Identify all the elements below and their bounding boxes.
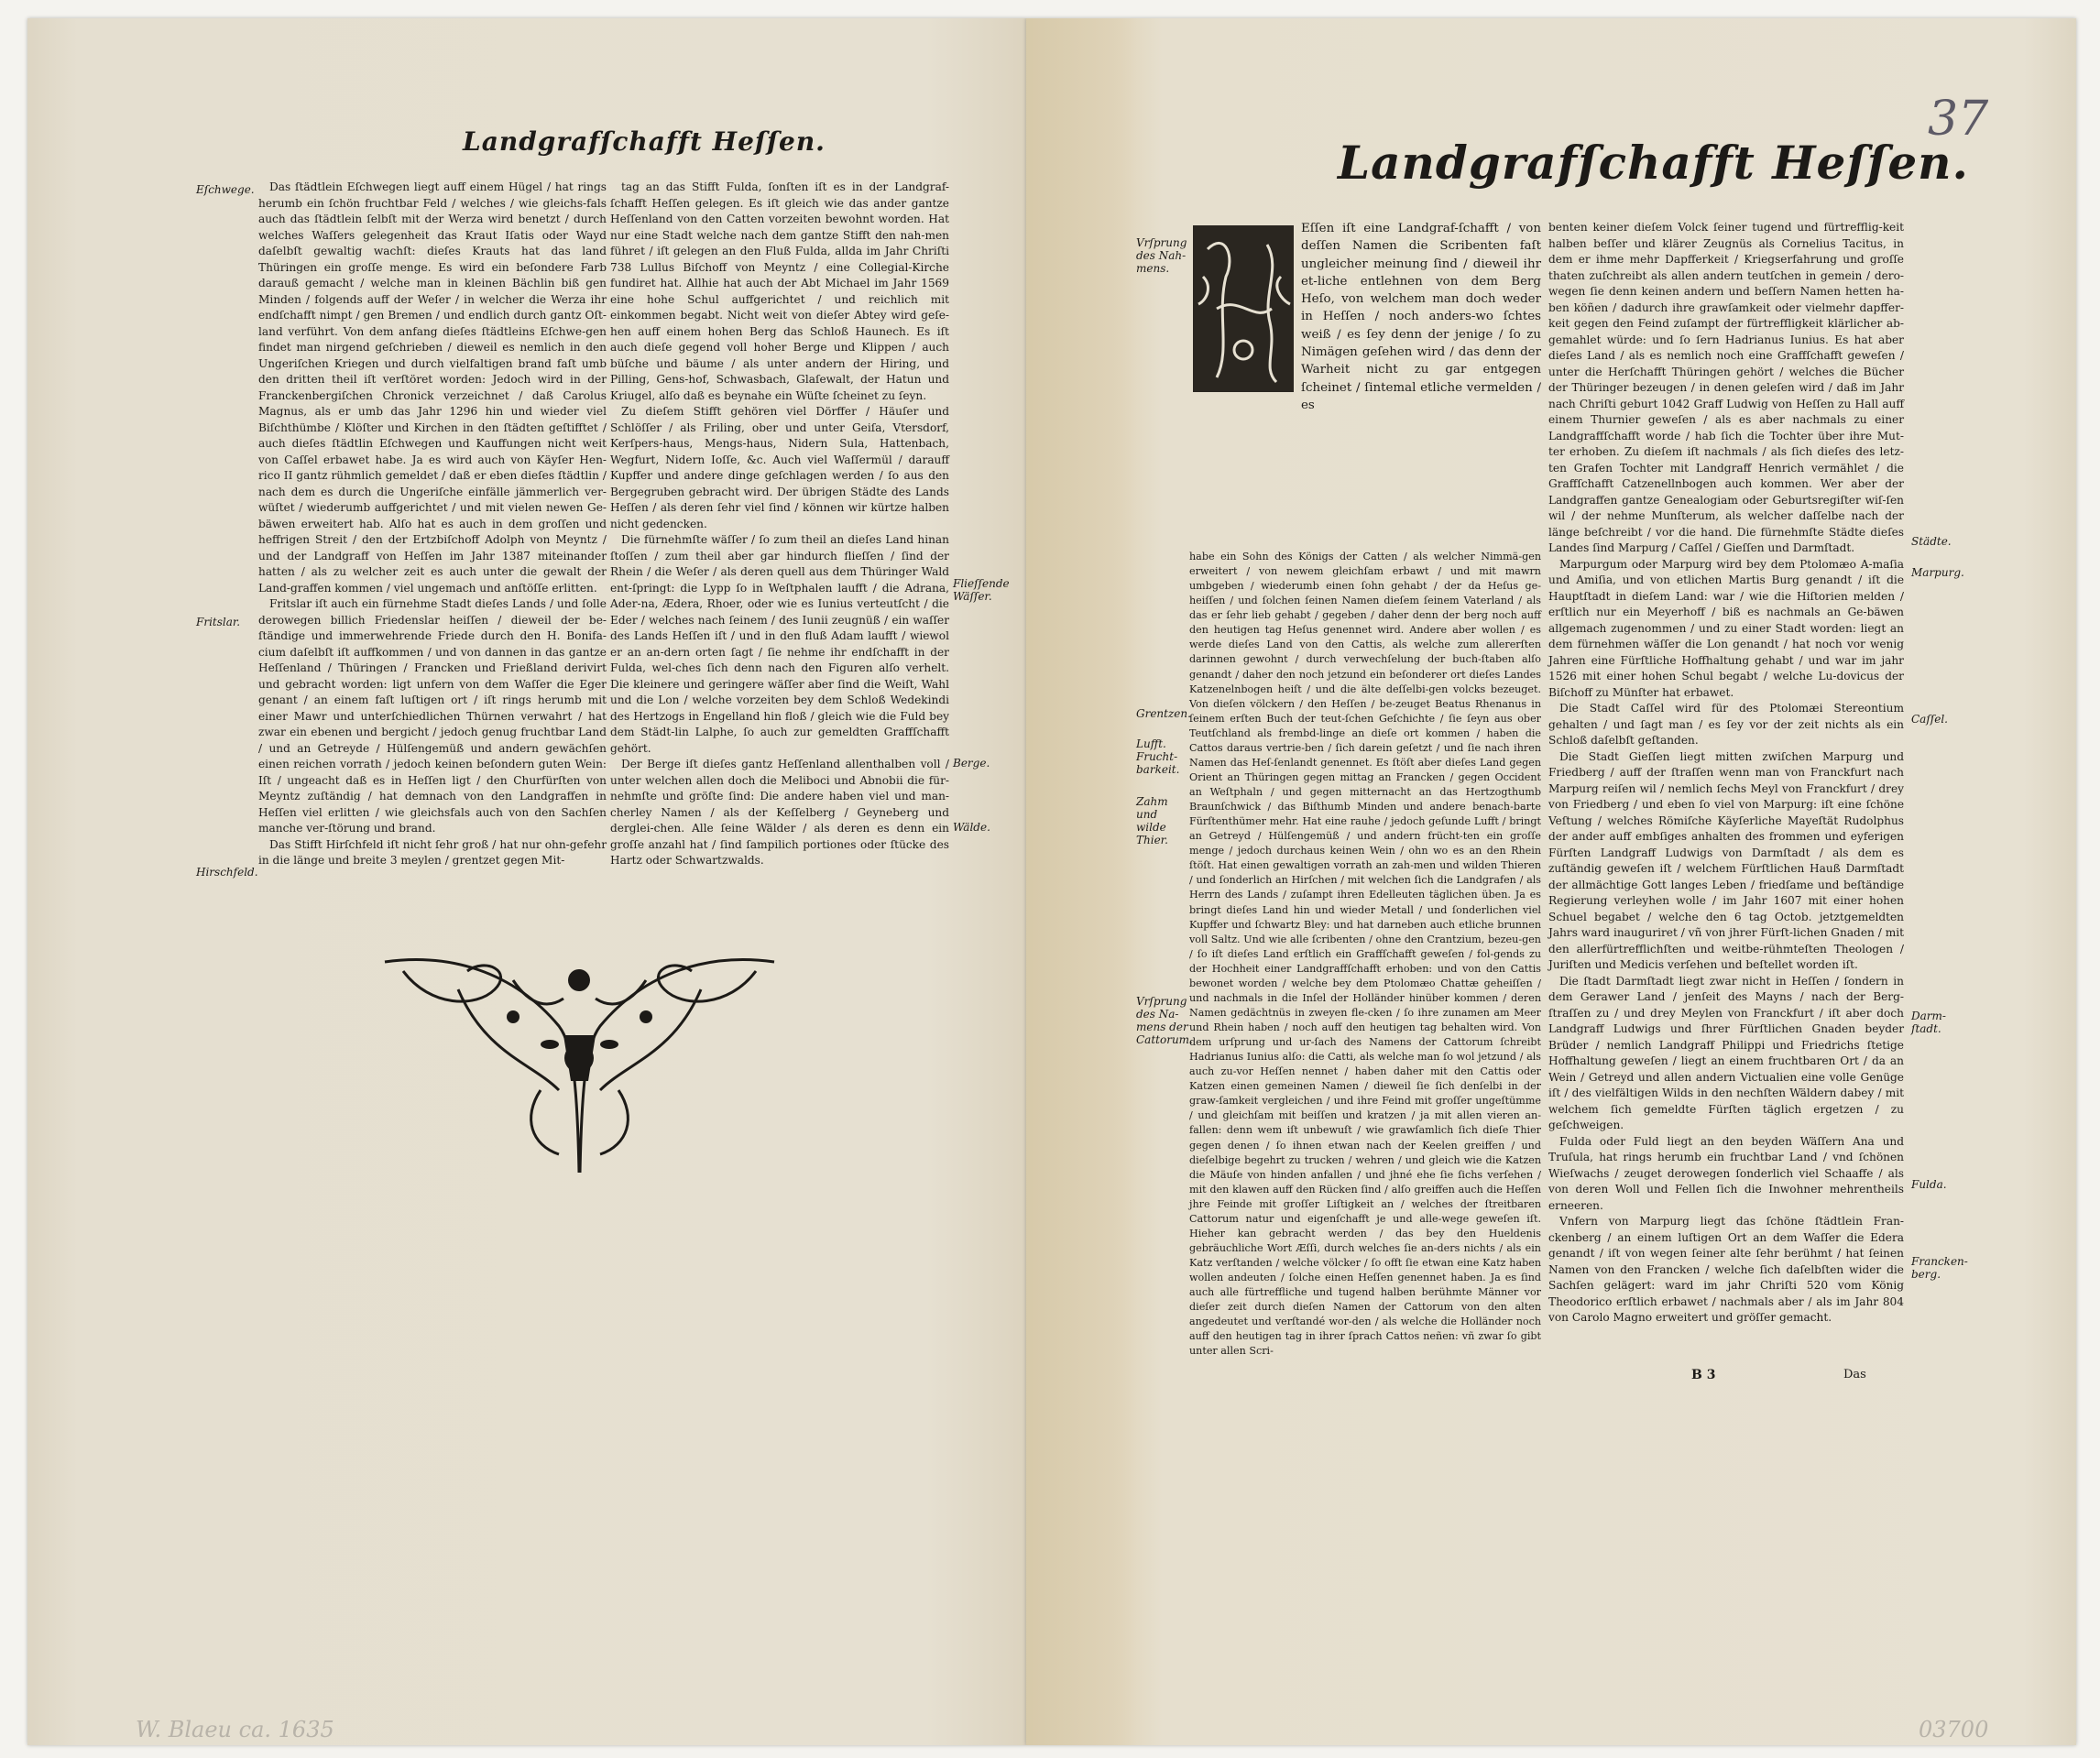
margin-note-fritslar: Fritslar. — [196, 616, 241, 628]
margin-note-berge: Berge. — [953, 757, 990, 770]
paragraph: Der Berge iſt dieſes gantz Heſſenland allenthalben voll / unter welchen allen doch die Meliboci und Abnobii die für-nehmſte und gröſte ſind: Die andere haben viel und man-cherley Namen / als der Keſſelberg / Geyneberg und derglei-chen. Alle ſeine Wälder / als deren es denn ein groſſe anzahl hat / ſind ſampilich portiones oder ſtücke des Hartz oder Schwartzwalds. — [610, 758, 949, 867]
margin-note-grentzen: Grentzen. — [1136, 707, 1191, 720]
left-column-2 — [610, 180, 949, 869]
paragraph: Eſſen iſt eine Landgraf-ſchafft / von deſſen Namen die Scribenten faſt ungleicher meinung ſind / dieweil ihr et-liche entlehnen von dem Berg Heſo, von welchem man doch weder in Heſſen / noch anders-wo ſchtes weiß / es ſey denn der jenige / ſo zu Nimägen geſehen wird / das denn der Warheit nicht zu gar entgegen ſcheinet / ſintemal etliche vermelden / es — [1301, 222, 1541, 412]
paragraph: Vnfern von Marpurg liegt das ſchöne ſtädtlein Fran-ckenberg / an einem luſtigen Ort an dem Waſſer die Edera genandt / iſt von wegen ſeiner alte ſehr berühmt / hat ſeinen Namen von den Francken / welche ſich daſelbſten wider die Sachſen gelägert: ward im jahr Chriſti 520 vom König Theodorico erſtlich erbawet / nachmals aber / als im Jahr 804 von Carolo Magno erweitert und gröſſer gemacht. — [1548, 1215, 1904, 1324]
margin-note-ursprung-cattorum: Vrſprung des Na-mens der Cattorum. — [1136, 995, 1193, 1046]
margin-note-lufft: Lufft. Frucht-barkeit. — [1136, 737, 1180, 776]
paragraph: Das Stifft Hirſchfeld iſt nicht ſehr groß / hat nur ohn-gefehr in die länge und breite 3 meylen / grentzet gegen Mit- — [258, 837, 607, 867]
paragraph: Fulda oder Fuld liegt an den beyden Wäſſern Ana und Truſula, hat rings herumb ein fruchtbar Land / vnd ſchönen Wieſwachs / zeuget derowegen ſonderlich viel Schaaffe / als von deren Woll und Fellen ſich die Inwohner mehrentheils erneeren. — [1548, 1134, 1904, 1212]
paragraph: habe ein Sohn des Königs der Catten / als welcher Nimmä-gen erweitert / von newem gleichſam erbawt / und mit mawrn umbgeben / wiederumb einen ſohn gehabt / der da Heſus ge-heiſſen / und ſolchen ſeinen Namen dieſem ſeinem Vaterland / als das er ſehr lieb gehabt / gegeben / daher denn der berg noch auff den heutigen tag Heſus genennet wird. Andere aber wollen / es werde dieſes Land von den Cattis, als welche zum allererſten darinnen gewohnt / durch verwechſelung der buch-ſtaben alſo genandt / daher den noch jetzund ein beſonderer ort dieſes Landes Katzenelnbogen heiſt / und die älte deſſelbi-gen volcks bezeuget. Von dieſen völckern / den Heſſen / be-zeuget Beatus Rhenanus in ſeinem erſten Buch der teut-ſchen Geſchichte / ſie ſeyn aus ober Teutſchland als frembd-linge an dieſe ort kommen / haben die Cattos daraus vertrie-ben / ſich darein geſetzt / und ſie nach ihren Namen das Heſ-ſenlandt genennet. Es ſtöſt aber dieſes Land gegen Orient an Thüringen gegen mittag an Francken / gegen Occident an Weſtphaln / und gegen mitternacht an das Hertzogthumb Braunſchwick / das Biſthumb Minden und andere benach-barte Fürſtenthümer mehr. Hat eine rauhe / jedoch geſunde Lufft / bringt an Getreyd / Hülſengemüß / und andern frücht-ten ein groſſe menge / jedoch durchaus keinen Wein / ohn wo es an den Rhein ſtöſt. Hat einen gewaltigen vorrath an zah-men und wilden Thieren / und ſonderlich an Hirſchen / mit welchen ſich die Landgrafen / als Herrn des Lands / zuſampt ihren Edelleuten täglichen üben. Ja es bringt dieſes Land hin und wieder Metall / und ſonderlichen viel Kupffer und ſchwartz Bley: und hat darneben auch etliche brunnen voll Saltz. Und wie alle ſcribenten / ohne den Crantzium, bezeu-gen / ſo iſt dieſes Land erſtlich ein Graffſchafft geweſen / fol-gends zu der Hochheit einer Landgraffſchafft erhoben: und von den Cattis bewonet worden / welche bey dem Ptolomæo Chattæ geheiſſen / und nachmals in die Inſel der Holländer hinüber kommen / deren Namen gedächtnüs in zweyen fle-cken / ſo ihre zunamen am Meer und Rhein haben / noch auff den heutigen tag behalten wird. Von dem urſprung und ur-ſach des Namens der Cattorum ſchreibt Hadrianus Iunius alſo: die Catti, als welche man ſo wol jetzund / als auch zu-vor Heſſen nennet / haben daher mit den Cattis oder Katzen einen gemeinen Namen / dieweil ſie ſich denſelbi in der graw-ſamkeit vergleichen / und ihre Feind mit groſſer ungeſtümme / und gleichſam mit beiſſen und kratzen / ja mit allen vieren an-fallen: denn wem iſt unbewuſt / wie grawſamlich ſich dieſe Thier gegen denen / ſo ihnen etwan nach der Keelen greiffen / und dieſelbige begehrt zu trucken / wehren / und gleich wie die Katzen die Mäuſe von hinden anfallen / und jhné ehe ſie ſichs verſehen / mit den klawen auff den Rücken ſind / alſo greiffen auch die Heſſen jhre Feinde mit groſſer Liſtigkeit an / welches der ſtreitbaren Cattorum natur und eigenſchafft je und alle-wege geweſen iſt. Hieher kan gebracht werden / das bey den Hueldenis gebräuchliche Wort Æſſi, durch welches ſie an-ders nichts / als ein Katz verſtanden / welche völcker / ſo offt ſie etwan eine Katz haben wollen andeuten / ſolche einen Heſſen genennet haben. Ja es ſind auch alle fürtreffliche und tugend halben berühmte Männer vor dieſer zeit durch dieſen Namen der Cattorum von den alten angedeutet und verſtandé wor-den / als welche die Holländer noch auff den heutigen tag in ihrer ſprach Cattos neñen: vñ zwar ſo gibt unter allen Scri- — [1189, 551, 1541, 1358]
margin-note-franckenberg: Francken-berg. — [1911, 1255, 1968, 1281]
fold-strip — [1026, 18, 1136, 1745]
right-column-2 — [1548, 220, 1904, 1327]
margin-note-fliessende: Flieſſende Wäſſer. — [953, 577, 1010, 603]
pencil-note-left: W. Blaeu ca. 1635 — [136, 1717, 334, 1742]
left-page-title: Landgrafſchafft Heſſen. — [463, 126, 826, 157]
paragraph: Fritslar iſt auch ein fürnehme Stadt dieſes Lands / und ſolle derowegen billich Friedenslar heiſſen / dieweil der be-ſtändige und immerwehrende Friede durch den H. Bonifa-cium daſelbſt iſt auffkommen / und von dannen in das gantze Heſſenland / Thüringen / Francken und Frießland derivirt und gebracht worden: ligt unfern von dem Waſſer die Eger genant / an einem faſt luſtigen ort / iſt rings herumb mit einer Mawr und unterſchiedlichen Thürnen verwahrt / hat zwar ein ebenen und bergicht / jedoch genug fruchtbar Land / und an Getreyde / Hülſengemüß und andern gewächſen einen reichen vorrath / jedoch keinen beſondern guten Wein: Iſt / ungeacht daß es in Heſſen ligt / den Churfürſten von Meyntz zuſtändig / hat demnach von den Landgraffen in Heſſen viel erlitten / wie gleichsfals auch von den Sachſen manche ver-ſtörung und brand. — [258, 597, 607, 835]
paragraph: Das ſtädtlein Eſchwegen liegt auff einem Hügel / hat rings herumb ein ſchön fruchtbar Feld / welches / wie gleichs-fals auch das ſtädtlein ſelbſt mit der Werza wird benetzt / durch welches Waſſers gelegenheit das Kraut Iſatis oder Wayd daſelbſt gewaltig wachſt: dieſes Krauts hat das land Thüringen ein groſſe menge. Es wird ein beſondere Farb darauß gemacht / welche man in kleinen Bächlin biß gen Minden / folgends auff der Weſer / in welcher die Werza ihr endſchafft nimpt / gen Bremen / und endlich durch gantz Oſt-land verführt. Von dem anfang dieſes ſtädtleins Eſchwe-gen findet man nirgend geſchrieben / dieweil es nemlich in den Ungeriſchen Kriegen und durch vielfaltigen brand faſt umb den dritten theil iſt verſtöret worden: Jedoch wird in der Franckenbergiſchen Chronick verzeichnet / daß Carolus Magnus, als er umb das Jahr 1296 hin und wieder viel Biſchthümbe / Klöſter und Kirchen in den ſtädten geſtifftet / auch dieſes ſtädtlin Eſchwegen und Kauffungen nicht weit von Caſſel erbawet habe. Ja es wird auch von Käyſer Hen-rico II gantz rühmlich gemeldet / daß er eben dieſes ſtädtlin / nach dem es durch die Ungeriſche einfälle jämmerlich ver-wüſtet / wiederumb auffgerichtet / und mit vielen newen Ge-bäwen erweitert hab. Alſo hat es auch in dem groſſen und heffrigen Streit / den der Ertzbiſchoff Adolph von Meyntz / und der Landgraff von Heſſen im Jahr 1387 miteinander hatten / als zu welcher zeit es auch unter die gewalt der Land-graffen kommen / viel ungemach und anſtöſſe erlitten. — [258, 180, 607, 595]
right-column-1 — [1189, 550, 1541, 1359]
paragraph: Marpurgum oder Marpurg wird bey dem Ptolomæo A-maſia und Amiſia, und von etlichen Martis Burg genandt / iſt die Hauptſtadt in dieſem Land: war / wie die Hiſtorien melden / erſtlich nur ein Meyerhoff / biß es nachmals an Ge-bäwen allgemach zugenommen / und zu einer Stadt worden: liegt an dem fürnehmen wäſſer die Lon genandt / hat noch vor wenig Jahren eine Fürſtliche Hoffhaltung gehabt / und war im jahr 1526 mit einer hohen Schul begabt / welche Lu-dovicus der Biſchoff zu Münſter hat erbawet. — [1548, 557, 1904, 699]
margin-note-eschwege: Eſchwege. — [196, 183, 255, 196]
margin-note-walde: Wälde. — [953, 821, 990, 834]
paragraph: Die fürnehmſte wäſſer / ſo zum theil an dieſes Land hinan ſtoſſen / zum theil aber gar hindurch flieſſen / ſind der Rhein / die Weſer / als deren quell aus dem Thüringer Wald ent-ſpringt: die Lypp ſo in Weſtphalen laufft / die Adrana, Ader-na, Ædera, Rhoer, oder wie es Iunius verteutſcht / die Eder / welches nach ſeinem / des Iunii zeugnüß / ein waſſer des Lands Heſſen iſt / und in den fluß Adam laufft / wiewol er an an-dern orten ſagt / ſie nehme ihr endſchafft in der Fulda, wel-ches ſich denn nach den Figuren alſo verhelt. Die kleinere und geringere wäſſer aber ſind die Weiſt, Wahl und die Lon / welche vorzeiten bey dem Schloß Wedekindi des Hertzogs in Engelland hin floß / gleich wie die Fuld bey dem Städt-lin Lalphe, ſo auch zur gemeldten Graffſchafft gehört. — [610, 533, 949, 755]
left-column-1 — [258, 180, 607, 869]
margin-note-fulda: Fulda. — [1911, 1178, 1947, 1191]
margin-note-cassel: Caſſel. — [1911, 713, 1948, 726]
paragraph: Die Stadt Gieſſen liegt mitten zwiſchen Marpurg und Friedberg / auff der ſtraſſen wenn man von Franckfurt nach Marpurg reiſen wil / nemlich ſechs Meyl von Franckfurt / drey von Friedberg / und eben ſo viel von Marpurg: iſt eine ſchöne Veſtung / welches Römiſche Käyſerliche Mayeſtät Rudolphus der ander auff embſiges anhalten des frommen und eyferigen Fürſten Landgraff Ludwigs von Darmſtadt / als dem es zuſtändig geweſen iſt / welchem Fürſtlichen Hauß Darmſtadt der allmächtige Gott langes Leben / friedſame und beſtändige Regierung verleyhen wolle / im Jahr 1607 mit einer hohen Schuel begabet / welche den 6 tag Octob. jetztgemeldten Jahrs ward inauguriret / vñ von jhrer Fürſt-lichen Gnaden / mit den allerfürtrefflichſten und weitbe-rühmteſten Theologen / Juriſten und Medicis verſehen und beſtellet worden iſt. — [1548, 749, 1904, 971]
margin-note-zahm: Zahm und wilde Thier. — [1136, 795, 1168, 846]
paragraph: Die Stadt Caſſel wird für des Ptolomæi Stereontium gehalten / und ſagt man / es ſey vor der zeit nichts als ein Schloß daſelbſt geſtanden. — [1548, 702, 1904, 747]
catchword: Das — [1843, 1368, 1866, 1381]
paragraph: Zu dieſem Stifft gehören viel Dörffer / Häuſer und Schlöſſer / als Friling, ober und unter Geiſa, Vtersdorf, Kerſpers-haus, Mengs-haus, Nidern Sula, Hattenbach, Wegfurt, Nidern Ioſſe, &c. Auch viel Waſſermül / darauff Kupffer und andere dinge geſchlagen werden / ſo aus den Bergegruben gebracht wird. Der übrigen Städte des Lands Heſſen / als deren ſehr viel ſind / können wir kürtze halben nicht gedencken. — [610, 405, 949, 530]
page-number: 37 — [1928, 92, 1989, 147]
right-page-title: Landgrafſchafft Heſſen. — [1338, 136, 1969, 190]
signature-mark: B 3 — [1691, 1368, 1716, 1382]
margin-note-hirschfeld: Hirschfeld. — [196, 866, 258, 879]
margin-note-ursprung: Vrſprung des Nah-mens. — [1136, 236, 1187, 275]
margin-note-darmstadt: Darm-ſtadt. — [1911, 1010, 1946, 1035]
margin-note-marpurg: Marpurg. — [1911, 566, 1964, 579]
decorative-ornament-icon — [376, 953, 783, 1182]
drop-cap-h-icon — [1189, 222, 1297, 396]
paragraph: benten keiner dieſem Volck ſeiner tugend und fürtrefflig-keit halben beſſer und klärer Zeugnüs als Cornelius Tacitus, in dem er ihme mehr Dapfferkeit / Kriegserfahrung und groſſe thaten zuſchreibt als allen andern teutſchen in gemein / dero-wegen ſie denn keinen andern und beſſern Namen hetten ha-ben köñen / dadurch ihre grawſamkeit oder vielmehr dapffer-keit gegen den Feind zuſampt der fürtreffligkeit klärlicher ab-gemahlet würde: und ſo ſern Hadrianus Iunius. Es hat aber dieſes Land / als es nemlich noch eine Graffſchafft geweſen / unter die Herſchafft Thüringen gehört / welches die Bücher der Thüringer bezeugen / in denen geleſen wird / daß im Jahr nach Chriſti geburt 1042 Graff Ludwig von Heſſen zu Hall auff einem Thurnier geweſen / als es aber nachmals zu einer Landgraffſchafft worde / hab ſich die Tochter über ihre Mut-ter erhoben. Zu dieſem iſt nachmals / als ſich dieſes des letz-ten Grafen Tochter mit Landgraff Henrich vermählet / die Graffſchafft Catzenellnbogen auch kommen. Wer aber der Landgraffen gantze Genealogiam oder Geburtsregiſter wiſ-ſen wil / der nehme Munſterum, als welcher daſſelbe nach der länge beſchreibt / vor die hand. Die fürnehmſte Städte dieſes Landes ſind Marpurg / Caſſel / Gieſſen und Darmſtadt. — [1548, 221, 1904, 554]
paragraph: Die ſtadt Darmſtadt liegt zwar nicht in Heſſen / ſondern in dem Gerawer Land / jenſeit des Mayns / nach der Berg-ſtraſſen zu / und drey Meylen von Franckfurt / iſt aber doch Landgraff Ludwigs und ſhrer Fürſtlichen Gnaden beyder Brüder / nemlich Landgraff Philippi und Friedrichs ſtetige Hoffhaltung geweſen / liegt an einem fruchtbaren Ort / da an Wein / Getreyd und allen andern Victualien eine volle Genüge iſt / des vielfältigen Wilds in den nechſten Wäldern dabey / mit welchem ſich gemeldte Fürſten täglich ergetzen / zu geſchweigen. — [1548, 974, 1904, 1131]
pencil-note-right: 03700 — [1919, 1717, 1989, 1742]
paragraph: tag an das Stifft Fulda, ſonſten iſt es in der Landgraf-ſchafft Heſſen gelegen. Es iſt gleich wie das ander gantze Heſſenland von den Catten vorzeiten bewohnt worden. Hat nur eine Stadt welche nach dem gantze Stifft den nah-men führet / iſt gelegen an den Fluß Fulda, allda im Jahr Chriſti 738 Lullus Biſchoff von Meyntz / eine Collegial-Kirche fundiret hat. Allhie hat auch der Abt Michael im Jahr 1569 eine hohe Schul auffgerichtet / und reichlich mit einkommen begabt. Nicht weit von dieſer Abtey wird geſe-hen auff einem hohen Berg das Schloß Haunech. Es iſt auch dieſe gegend voll hoher Berge und Klippen / auch büſche und bäume / als unter andern der Hiring, und Pilling, Gens-hof, Schwasbach, Glaſewalt, der Hatun und Kriugel, alſo daß es beynahe ein Wüſte ſcheinet zu ſeyn. — [610, 180, 949, 402]
right-column-1-opening — [1301, 220, 1541, 414]
margin-note-stadte: Städte. — [1911, 535, 1952, 548]
